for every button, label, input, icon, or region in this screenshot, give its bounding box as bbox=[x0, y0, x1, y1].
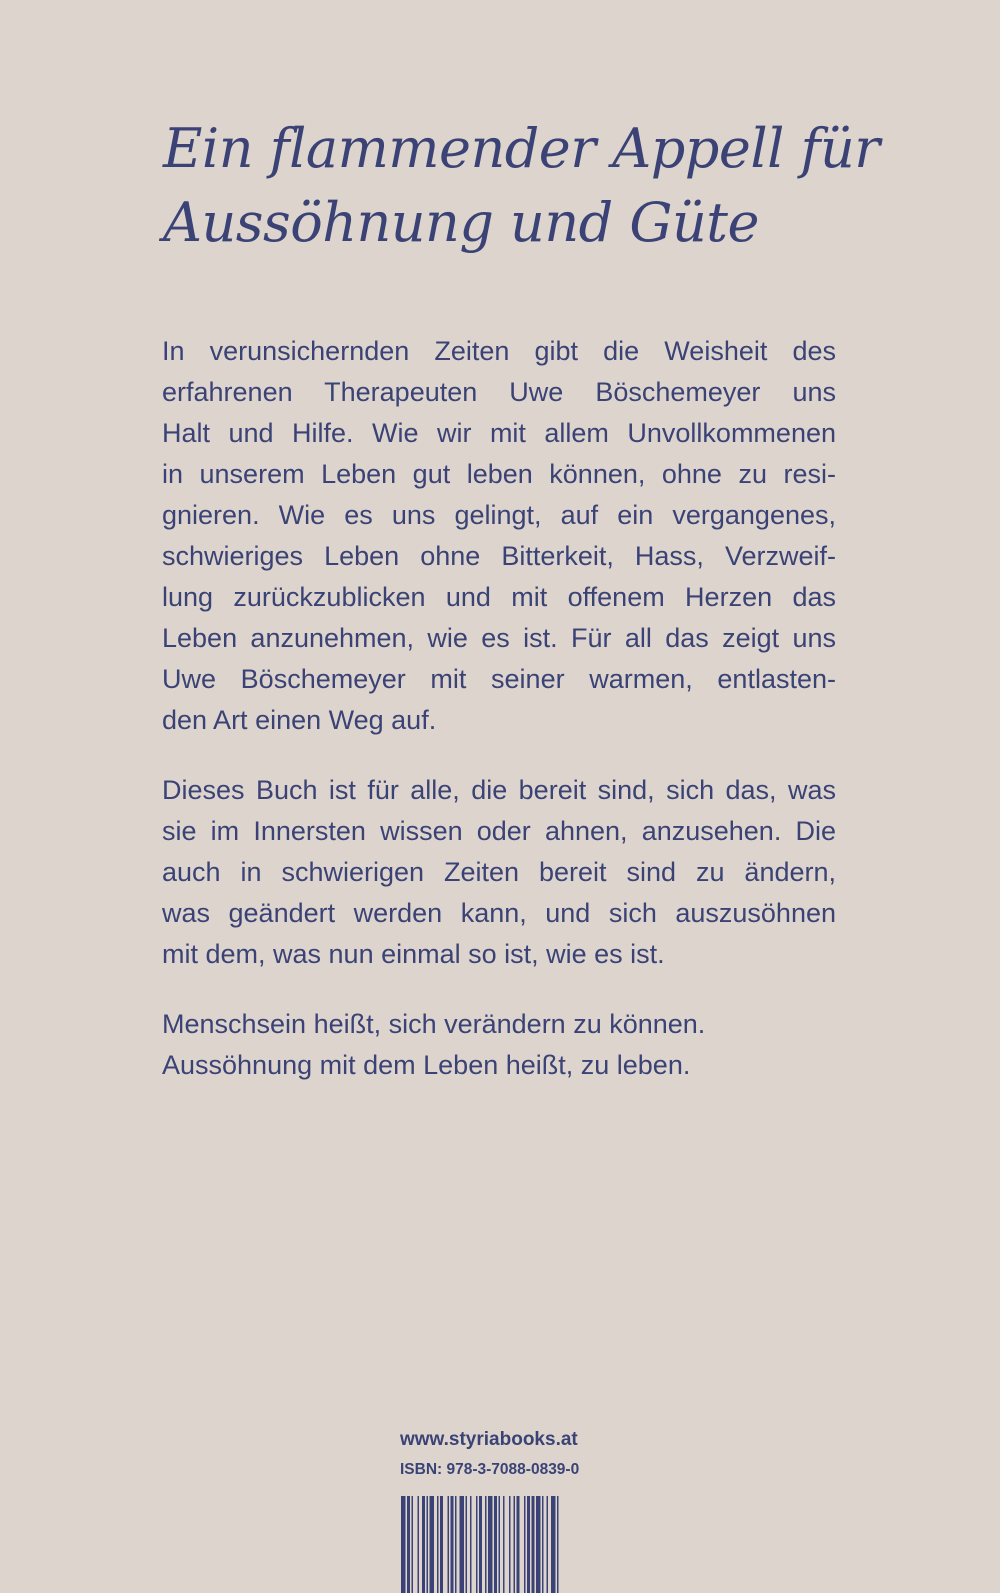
text-line: lung zurückzublicken und mit offenem Herzen das bbox=[162, 582, 836, 612]
blurb bbox=[162, 331, 836, 1086]
barcode-bar bbox=[448, 1496, 450, 1593]
barcode-bar bbox=[455, 1496, 457, 1593]
text-line: Leben anzunehmen, wie es ist. Für all das zeigt uns bbox=[162, 623, 836, 653]
barcode-bar bbox=[514, 1496, 516, 1593]
headline-line-2: Aussöhnung und Güte bbox=[163, 191, 759, 254]
barcode-bar bbox=[412, 1496, 414, 1593]
barcode-bar bbox=[532, 1496, 535, 1593]
text-line: was geändert werden kann, und sich auszusöhnen bbox=[162, 898, 836, 928]
barcode-bar bbox=[427, 1496, 429, 1593]
barcode-bar bbox=[451, 1496, 454, 1593]
text-line: den Art einen Weg auf. bbox=[162, 705, 437, 735]
barcode-bar bbox=[422, 1496, 425, 1593]
barcode-bar bbox=[536, 1496, 541, 1593]
barcode-bar bbox=[470, 1496, 472, 1593]
barcode-bar bbox=[547, 1496, 549, 1593]
barcode-bar bbox=[542, 1496, 544, 1593]
barcode-bar bbox=[509, 1496, 511, 1593]
publisher-url[interactable]: www.styriabooks.at bbox=[400, 1429, 578, 1450]
headline bbox=[163, 112, 883, 260]
text-line: Dieses Buch ist für alle, die bereit sind, sich das, was bbox=[162, 775, 836, 805]
barcode-bar bbox=[418, 1496, 420, 1593]
barcode-bar bbox=[460, 1496, 465, 1593]
blurb-paragraph-2 bbox=[162, 770, 836, 975]
barcode-bar bbox=[401, 1496, 406, 1593]
barcode-bar bbox=[517, 1496, 520, 1593]
text-line: gnieren. Wie es uns gelingt, auf ein vergangenes, bbox=[162, 500, 836, 530]
barcode-bar bbox=[430, 1496, 435, 1593]
barcode-bar bbox=[476, 1496, 478, 1593]
text-line: schwieriges Leben ohne Bitterkeit, Hass, Verzweif- bbox=[162, 541, 836, 571]
barcode-icon bbox=[401, 1496, 599, 1593]
barcode-bar bbox=[440, 1496, 443, 1593]
barcode-bar bbox=[524, 1496, 526, 1593]
barcode-bar bbox=[488, 1496, 493, 1593]
text-line: Uwe Böschemeyer mit seiner warmen, entlasten- bbox=[162, 664, 836, 694]
text-line: Halt und Hilfe. Wie wir mit allem Unvollkommenen bbox=[162, 418, 836, 448]
text-line: erfahrenen Therapeuten Uwe Böschemeyer uns bbox=[162, 377, 836, 407]
barcode-bar bbox=[407, 1496, 410, 1593]
barcode-bar bbox=[499, 1496, 501, 1593]
blurb-paragraph-1 bbox=[162, 331, 836, 741]
isbn-number: ISBN: 978-3-7088-0839-0 bbox=[400, 1461, 580, 1478]
barcode-bar bbox=[527, 1496, 530, 1593]
barcode-bar bbox=[466, 1496, 468, 1593]
text-line: Menschsein heißt, sich verändern zu können. bbox=[162, 1009, 706, 1039]
text-line: mit dem, was nun einmal so ist, wie es ist. bbox=[162, 939, 665, 969]
barcode-bar bbox=[485, 1496, 487, 1593]
barcode-bar bbox=[503, 1496, 505, 1593]
text-line: Aussöhnung mit dem Leben heißt, zu leben. bbox=[162, 1050, 691, 1080]
barcode-bar bbox=[557, 1496, 559, 1593]
blurb-paragraph-3 bbox=[162, 1004, 836, 1086]
barcode-bar bbox=[479, 1496, 482, 1593]
barcode-bar bbox=[494, 1496, 497, 1593]
text-line: In verunsichernden Zeiten gibt die Weisheit des bbox=[162, 336, 836, 366]
text-line: in unserem Leben gut leben können, ohne zu resi- bbox=[162, 459, 836, 489]
text-line: auch in schwierigen Zeiten bereit sind zu ändern, bbox=[162, 857, 836, 887]
barcode-bar bbox=[551, 1496, 556, 1593]
barcode-bar bbox=[437, 1496, 439, 1593]
headline-line-1: Ein flammender Appell für bbox=[163, 117, 880, 180]
text-line: sie im Innersten wissen oder ahnen, anzusehen. Die bbox=[162, 816, 836, 846]
